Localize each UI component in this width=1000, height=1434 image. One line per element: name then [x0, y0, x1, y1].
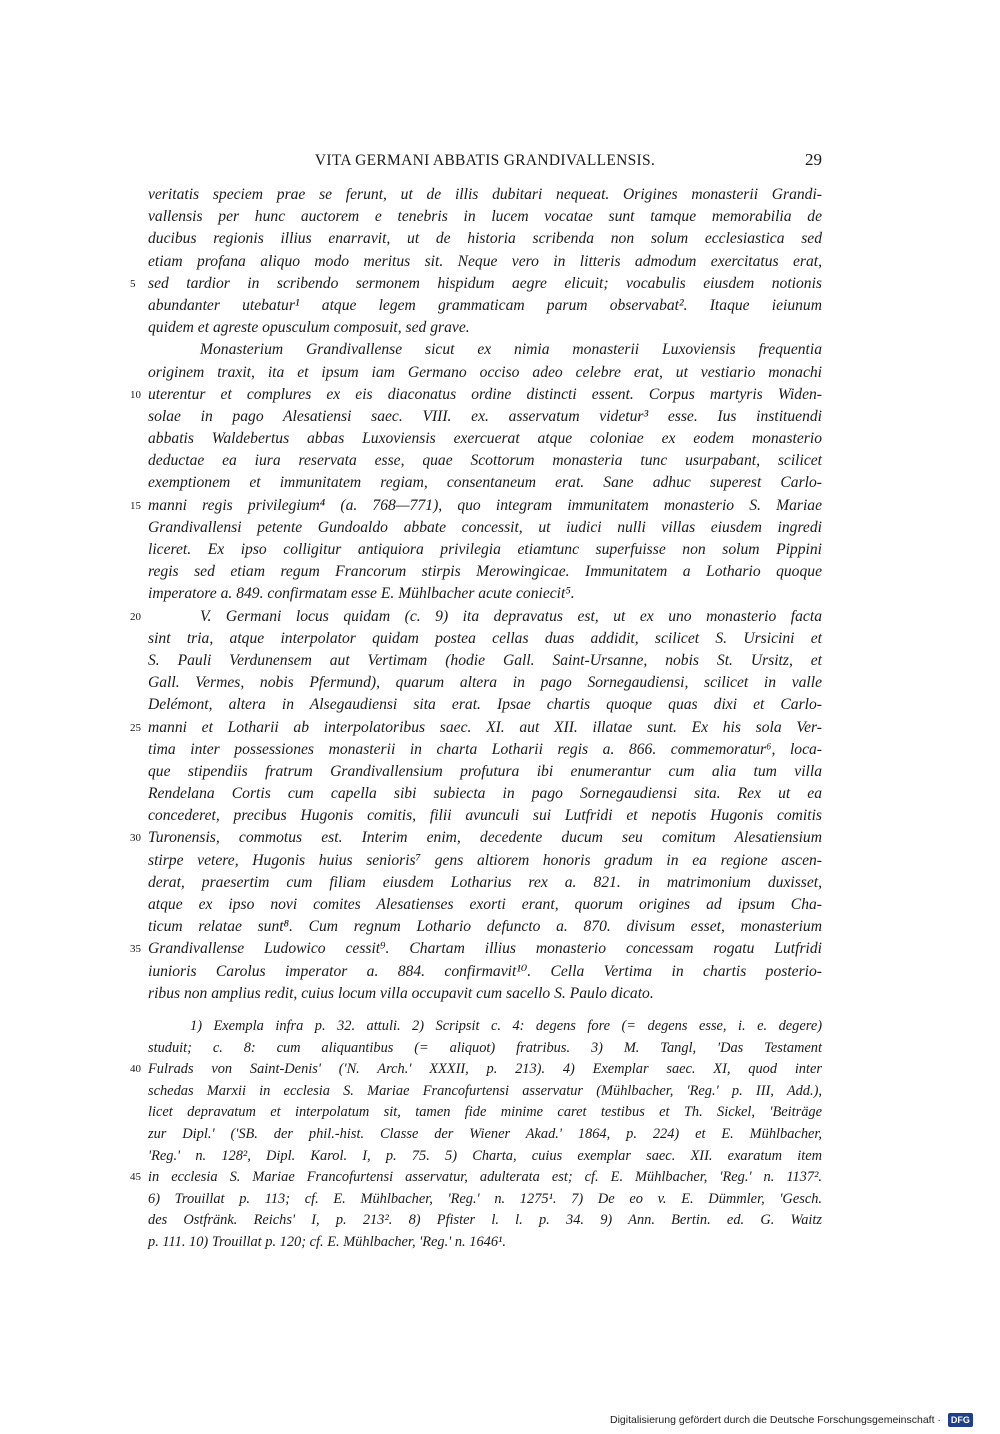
- line-number: 5: [130, 277, 136, 290]
- text-line: [130, 384, 822, 406]
- line-text: iunioris Carolus imperator a. 884. confirmavit¹⁰. Cella Vertima in chartis posterio-: [148, 962, 822, 980]
- text-line: [148, 472, 822, 494]
- line-text: S. Pauli Verdunensem aut Vertimam (hodie Gall. Saint-Ursanne, nobis St. Ursitz, et: [148, 651, 822, 669]
- line-number: 10: [130, 388, 141, 401]
- line-text: Gall. Vermes, nobis Pfermund), quarum altera in pago Sornegaudiensi, scilicet in valle: [148, 674, 822, 692]
- line-text: ribus non amplius redit, cuius locum villa occupavit cum sacello S. Paulo dicato.: [148, 984, 654, 1002]
- text-line: [130, 606, 822, 628]
- line-text: regis sed etiam regum Francorum stirpis Merowingicae. Immunitatem a Lothario quoque: [148, 563, 822, 581]
- line-text: abundanter utebatur¹ atque legem grammaticam parum observabat². Itaque ieiunum: [148, 296, 822, 314]
- line-number: 30: [130, 832, 141, 845]
- footnotes: [130, 1016, 822, 1254]
- footnote-line: [148, 1210, 822, 1232]
- text-line: [148, 672, 822, 694]
- line-text: Grandivallense Ludowico cessit⁹. Chartam illius monasterio concessam rogatu Lutfridi: [148, 940, 822, 958]
- line-text: 6) Trouillat p. 113; cf. E. Mühlbacher, 'Reg.' n. 1275¹. 7) De eo v. E. Dümmler, 'Gesch.: [148, 1190, 822, 1207]
- line-text: veritatis speciem prae se ferunt, ut de illis dubitari nequeat. Origines monasterii Grandi-: [148, 186, 822, 203]
- text-line: [148, 872, 822, 894]
- text-line: [148, 362, 822, 384]
- text-line: [148, 339, 822, 361]
- text-line: [148, 206, 822, 228]
- text-line: [148, 916, 822, 938]
- line-text: stirpe vetere, Hugonis huius senioris⁷ gens altiorem honoris gradum in ea regione ascen-: [148, 851, 822, 869]
- line-number: 40: [130, 1063, 141, 1076]
- running-title: VITA GERMANI ABBATIS GRANDIVALLENSIS.: [314, 152, 656, 169]
- line-text: Grandivallensi petente Gundoaldo abbate concessit, ut iudici nulli villas eiusdem ingredi: [148, 518, 822, 536]
- text-line: [148, 539, 822, 561]
- line-text: des Ostfränk. Reichs' I, p. 213². 8) Pfister l. l. p. 34. 9) Ann. Bertin. ed. G. Waitz: [148, 1212, 822, 1229]
- line-text: solae in pago Alesatiensi saec. VIII. ex. asservatum videtur³ esse. Ius instituendi: [148, 407, 822, 425]
- text-line: [148, 517, 822, 539]
- text-line: [148, 761, 822, 783]
- text-line: [130, 827, 822, 849]
- line-text: imperatore a. 849. confirmatam esse E. Mühlbacher acute coniecit⁵.: [148, 585, 575, 603]
- footnote-line: [148, 1081, 822, 1103]
- text-line: [148, 228, 822, 250]
- footnote-line: [148, 1124, 822, 1146]
- footnote-line: [148, 1189, 822, 1211]
- line-number: 25: [130, 721, 141, 734]
- line-text: uterentur et complures ex eis diaconatus ordine distincti essent. Corpus martyris Widen-: [148, 385, 822, 403]
- line-text: Fulrads von Saint-Denis' ('N. Arch.' XXXII, p. 213). 4) Exemplar saec. XI, quod inter: [148, 1061, 822, 1078]
- footnote-line: [130, 1059, 822, 1081]
- line-number: 20: [130, 610, 141, 623]
- line-text: zur Dipl.' ('SB. der phil.-hist. Classe der Wiener Akad.' 1864, p. 224) et E. Mühlbacher,: [148, 1125, 822, 1142]
- credit-text: Digitalisierung gefördert durch die Deutsche Forschungsgemeinschaft ·: [610, 1414, 941, 1426]
- footnote-line: [148, 1038, 822, 1060]
- text-line: [130, 273, 822, 295]
- line-text: V. Germani locus quidam (c. 9) ita depravatus est, ut ex uno monasterio facta: [200, 607, 822, 625]
- line-number: 45: [130, 1171, 141, 1184]
- text-line: [148, 694, 822, 716]
- line-text: tima inter possessiones monasterii in charta Lotharii regis a. 866. commemoratur⁶, loca-: [148, 740, 822, 758]
- line-number: 35: [130, 943, 141, 956]
- line-number: 15: [130, 499, 141, 512]
- line-text: ducibus regionis illius enarravit, ut de historia scribenda non solum ecclesiastica sed: [148, 230, 822, 248]
- line-text: p. 111. 10) Trouillat p. 120; cf. E. Mühlbacher, 'Reg.' n. 1646¹.: [148, 1233, 506, 1250]
- line-text: schedas Marxii in ecclesia S. Mariae Francofurtensi asservatur (Mühlbacher, 'Reg.' p. III, Add.),: [148, 1082, 822, 1099]
- text-line: [148, 184, 822, 206]
- footnote-line: [148, 1232, 822, 1254]
- line-text: Turonensis, commotus est. Interim enim, decedente ducum seu comitum Alesatiensium: [148, 829, 822, 847]
- text-line: [148, 983, 822, 1005]
- text-line: [148, 583, 822, 605]
- line-text: atque ex ipso novi comites Alesatienses exorti erant, quorum origines ad ipsum Cha-: [148, 896, 822, 913]
- text-line: [148, 628, 822, 650]
- line-text: Delémont, altera in Alsegaudiensi sita erat. Ipsae chartis quoque quas dixi et Carlo-: [148, 696, 822, 714]
- text-line: [148, 428, 822, 450]
- text-line: [148, 561, 822, 583]
- text-line: [130, 938, 822, 960]
- line-text: deductae ea iura reservata esse, quae Scottorum monasteria tunc usurpabant, scilicet: [148, 452, 822, 470]
- text-line: [148, 783, 822, 805]
- text-line: [148, 894, 822, 916]
- text-line: [148, 961, 822, 983]
- line-text: licet depravatum et interpolatum sit, tamen fide minime caret testibus et Th. Sickel, 'Beiträge: [148, 1104, 822, 1121]
- line-text: sint tria, atque interpolator quidam postea cellas duas addidit, scilicet S. Ursicini et: [148, 629, 822, 647]
- footnote-line: [130, 1167, 822, 1189]
- line-text: sed tardior in scribendo sermonem hispidum aegre elicuit; vocabulis eiusdem notionis: [148, 274, 822, 292]
- text-line: [130, 717, 822, 739]
- line-text: vallensis per hunc auctorem e tenebris in lucem vocatae sunt tamque memorabilia de: [148, 208, 822, 226]
- text-line: [148, 650, 822, 672]
- line-text: derat, praesertim cum filiam eiusdem Lotharius rex a. 821. in matrimonium duxisset,: [148, 873, 822, 891]
- footnote-line: [148, 1016, 822, 1038]
- text-line: [148, 406, 822, 428]
- line-text: 'Reg.' n. 128², Dipl. Karol. I, p. 75. 5) Charta, cuius exemplar saec. XII. exaratum item: [148, 1147, 822, 1164]
- text-line: [148, 450, 822, 472]
- line-text: manni et Lotharii ab interpolatoribus saec. XI. aut XII. illatae sunt. Ex his sola Ver-: [148, 718, 822, 736]
- line-text: 1) Exempla infra p. 32. attuli. 2) Scripsit c. 4: degens fore (= degens esse, i. e. degere): [190, 1018, 822, 1034]
- dfg-logo: DFG: [948, 1413, 973, 1427]
- text-line: [148, 805, 822, 827]
- line-text: originem traxit, ita et ipsum iam Germano occiso adeo celebre erat, ut vestiario monachi: [148, 363, 822, 381]
- line-text: manni regis privilegium⁴ (a. 768—771), quo integram immunitatem monasterio S. Mariae: [148, 496, 822, 514]
- line-text: studuit; c. 8: cum aliquantibus (= aliquot) fratribus. 3) M. Tangl, 'Das Testament: [148, 1039, 822, 1056]
- text-line: [148, 739, 822, 761]
- text-line: [148, 295, 822, 317]
- page-header: [148, 150, 822, 174]
- footnote-line: [148, 1146, 822, 1168]
- line-text: Rendelana Cortis cum capella sibi subiecta in pago Sornegaudiensi sita. Rex ut ea: [148, 785, 822, 803]
- page-number: 29: [805, 150, 822, 169]
- line-text: quidem et agreste opusculum composuit, sed grave.: [148, 319, 470, 337]
- text-line: [148, 251, 822, 273]
- digitization-credit: [610, 1413, 988, 1429]
- line-text: liceret. Ex ipso colligitur antiquiora privilegia etiamtunc superfuisse non solum Pippini: [148, 541, 822, 558]
- line-text: exemptionem et immunitatem regiam, consentaneum erat. Sane adhuc superest Carlo-: [148, 474, 822, 492]
- line-text: etiam profana aliquo modo meritus sit. Neque vero in litteris admodum exercitatus erat,: [148, 252, 822, 270]
- main-text: [130, 184, 822, 1005]
- line-text: concederet, precibus Hugonis comitis, filii avunculi sui Lutfridi et nepotis Hugonis comitis: [148, 807, 822, 825]
- line-text: Monasterium Grandivallense sicut ex nimia monasterii Luxoviensis frequentia: [200, 341, 822, 359]
- line-text: que stipendiis fratrum Grandivallensium profutura ibi enumerantur cum alia tum villa: [148, 762, 822, 780]
- line-text: abbatis Waldebertus abbas Luxoviensis exercuerat atque coloniae ex eodem monasterio: [148, 430, 822, 448]
- line-text: in ecclesia S. Mariae Francofurtensi asservatur, adulterata est; cf. E. Mühlbacher, 'Reg.' n. 1137².: [148, 1169, 822, 1186]
- line-text: ticum relatae sunt⁸. Cum regnum Lothario defuncto a. 870. divisum esset, monasterium: [148, 918, 822, 936]
- text-line: [148, 850, 822, 872]
- text-line: [148, 317, 822, 339]
- text-line: [130, 495, 822, 517]
- footnote-line: [148, 1102, 822, 1124]
